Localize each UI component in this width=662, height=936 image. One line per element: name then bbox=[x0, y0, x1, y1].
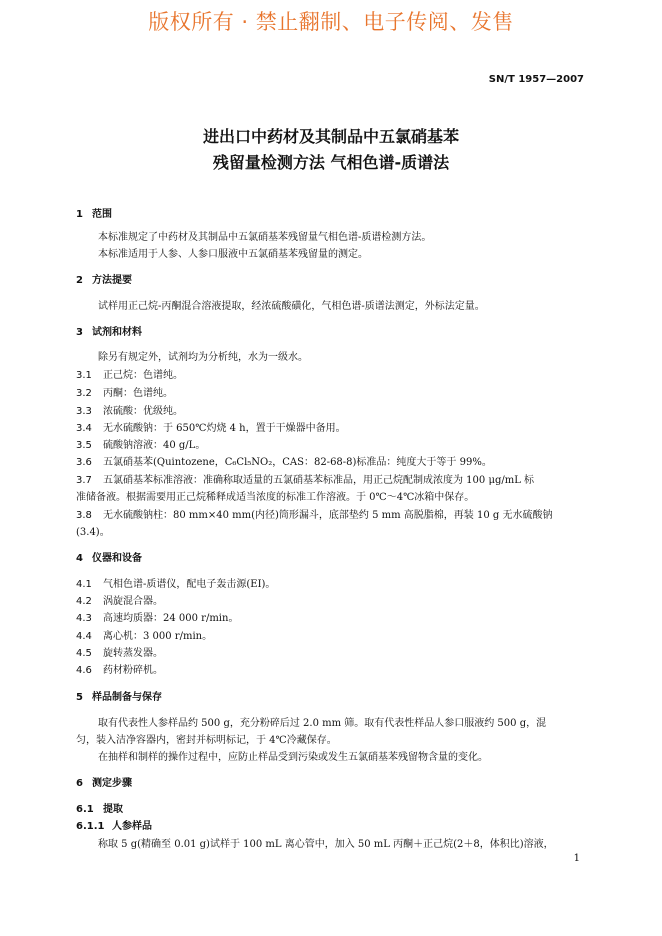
section-6-heading bbox=[76, 774, 132, 789]
subsection-title: 提取 bbox=[103, 804, 123, 815]
item-number: 3.4 bbox=[76, 423, 92, 434]
section-3-heading bbox=[76, 323, 142, 338]
list-item bbox=[76, 402, 183, 417]
item-text: 无水硫酸钠：于 650℃灼烧 4 h，置于干燥器中备用。 bbox=[103, 423, 346, 434]
item-text: 五氯硝基苯标准溶液：准确称取适量的五氯硝基苯标准品，用正己烷配制成浓度为 100 μg/mL 标 bbox=[103, 475, 535, 486]
list-item bbox=[76, 644, 163, 659]
item-continuation: 准储备液。根据需要用正己烷稀释成适当浓度的标准工作溶液。于 0℃～4℃冰箱中保存。 bbox=[76, 492, 475, 503]
list-item bbox=[76, 575, 275, 590]
item-text: 硫酸钠溶液：40 g/L。 bbox=[103, 440, 206, 451]
section-number: 3 bbox=[76, 327, 83, 338]
list-item bbox=[76, 627, 212, 642]
section-5-heading bbox=[76, 688, 162, 703]
item-number: 3.8 bbox=[76, 510, 92, 521]
list-item bbox=[76, 592, 163, 607]
watermark-banner bbox=[0, 6, 662, 36]
section-number: 5 bbox=[76, 692, 83, 703]
item-number: 4.6 bbox=[76, 665, 92, 676]
item-text: 五氯硝基苯(Quintozene，C₆Cl₅NO₂，CAS：82-68-8)标准品：纯度大于等于 99%。 bbox=[103, 457, 492, 468]
section-title: 方法提要 bbox=[92, 275, 132, 286]
item-text: 高速均质器：24 000 r/min。 bbox=[103, 613, 239, 624]
list-item bbox=[76, 436, 205, 451]
document-title-line2: 残留量检测方法 气相色谱-质谱法 bbox=[212, 153, 450, 172]
item-text: 无水硫酸钠柱：80 mm×40 mm(内径)筒形漏斗，底部垫约 5 mm 高脱脂棉，再装 10 g 无水硫酸钠 bbox=[103, 510, 553, 521]
list-item bbox=[76, 366, 183, 381]
item-text: 涡旋混合器。 bbox=[103, 596, 163, 607]
item-number: 4.2 bbox=[76, 596, 92, 607]
section-number: 2 bbox=[76, 275, 83, 286]
item-text: 旋转蒸发器。 bbox=[103, 648, 163, 659]
item-text: 气相色谱-质谱仪，配电子轰击源(EI)。 bbox=[103, 579, 276, 590]
paragraph: 本标准规定了中药材及其制品中五氯硝基苯残留量气相色谱-质谱检测方法。 bbox=[98, 232, 432, 243]
paragraph: 本标准适用于人参、人参口服液中五氯硝基苯残留量的测定。 bbox=[98, 249, 368, 260]
section-title: 仪器和设备 bbox=[92, 553, 142, 564]
paragraph: 取有代表性人参样品约 500 g，充分粉碎后过 2.0 mm 筛。取有代表性样品人参口服液约 500 g，混 bbox=[98, 718, 547, 729]
standard-code: SN/T 1957—2007 bbox=[488, 74, 584, 85]
subsection-number: 6.1 bbox=[76, 804, 94, 815]
subsection-number: 6.1.1 bbox=[76, 821, 105, 832]
section-title: 样品制备与保存 bbox=[92, 692, 162, 703]
list-item bbox=[76, 384, 173, 399]
item-text: 药材粉碎机。 bbox=[103, 665, 163, 676]
item-number: 4.1 bbox=[76, 579, 92, 590]
item-text: 丙酮：色谱纯。 bbox=[103, 388, 173, 399]
section-title: 范围 bbox=[92, 209, 112, 220]
section-1-heading bbox=[76, 205, 112, 220]
section-title: 测定步骤 bbox=[92, 778, 132, 789]
section-4-heading bbox=[76, 549, 142, 564]
item-number: 3.3 bbox=[76, 406, 92, 417]
section-number: 6 bbox=[76, 778, 83, 789]
list-item bbox=[76, 471, 534, 486]
item-text: 离心机：3 000 r/min。 bbox=[103, 631, 213, 642]
item-number: 3.7 bbox=[76, 475, 92, 486]
item-number: 3.5 bbox=[76, 440, 92, 451]
section-2-heading bbox=[76, 271, 132, 286]
item-number: 3.1 bbox=[76, 370, 92, 381]
watermark-text: 版权所有 · 禁止翻制、电子传阅、发售 bbox=[148, 10, 514, 34]
paragraph: 除另有规定外，试剂均为分析纯，水为一级水。 bbox=[98, 352, 308, 363]
paragraph: 称取 5 g(精确至 0.01 g)试样于 100 mL 离心管中，加入 50 mL 丙酮＋正己烷(2＋8，体积比)溶液， bbox=[98, 839, 554, 850]
item-number: 3.6 bbox=[76, 457, 92, 468]
item-number: 4.3 bbox=[76, 613, 92, 624]
list-item bbox=[76, 419, 346, 434]
list-item bbox=[76, 661, 163, 676]
item-number: 4.5 bbox=[76, 648, 92, 659]
item-number: 4.4 bbox=[76, 631, 92, 642]
section-title: 试剂和材料 bbox=[92, 327, 142, 338]
list-item bbox=[76, 506, 552, 521]
page-number: 1 bbox=[573, 853, 580, 864]
item-number: 3.2 bbox=[76, 388, 92, 399]
subsection-6-1-heading bbox=[76, 800, 123, 815]
section-number: 4 bbox=[76, 553, 83, 564]
item-text: 正己烷：色谱纯。 bbox=[103, 370, 183, 381]
list-item bbox=[76, 453, 492, 468]
subsection-6-1-1-heading bbox=[76, 817, 152, 832]
section-number: 1 bbox=[76, 209, 83, 220]
paragraph: 试样用正己烷-丙酮混合溶液提取，经浓硫酸磺化，气相色谱-质谱法测定，外标法定量。 bbox=[98, 301, 485, 312]
item-continuation: (3.4)。 bbox=[76, 527, 110, 538]
item-text: 浓硫酸：优级纯。 bbox=[103, 406, 183, 417]
document-title-line1: 进出口中药材及其制品中五氯硝基苯 bbox=[202, 127, 459, 146]
subsection-title: 人参样品 bbox=[112, 821, 152, 832]
paragraph: 在抽样和制样的操作过程中，应防止样品受到污染或发生五氯硝基苯残留物含量的变化。 bbox=[98, 752, 488, 763]
paragraph-continuation: 匀，装入洁净容器内，密封并标明标记，于 4℃冷藏保存。 bbox=[76, 735, 337, 746]
list-item bbox=[76, 609, 238, 624]
